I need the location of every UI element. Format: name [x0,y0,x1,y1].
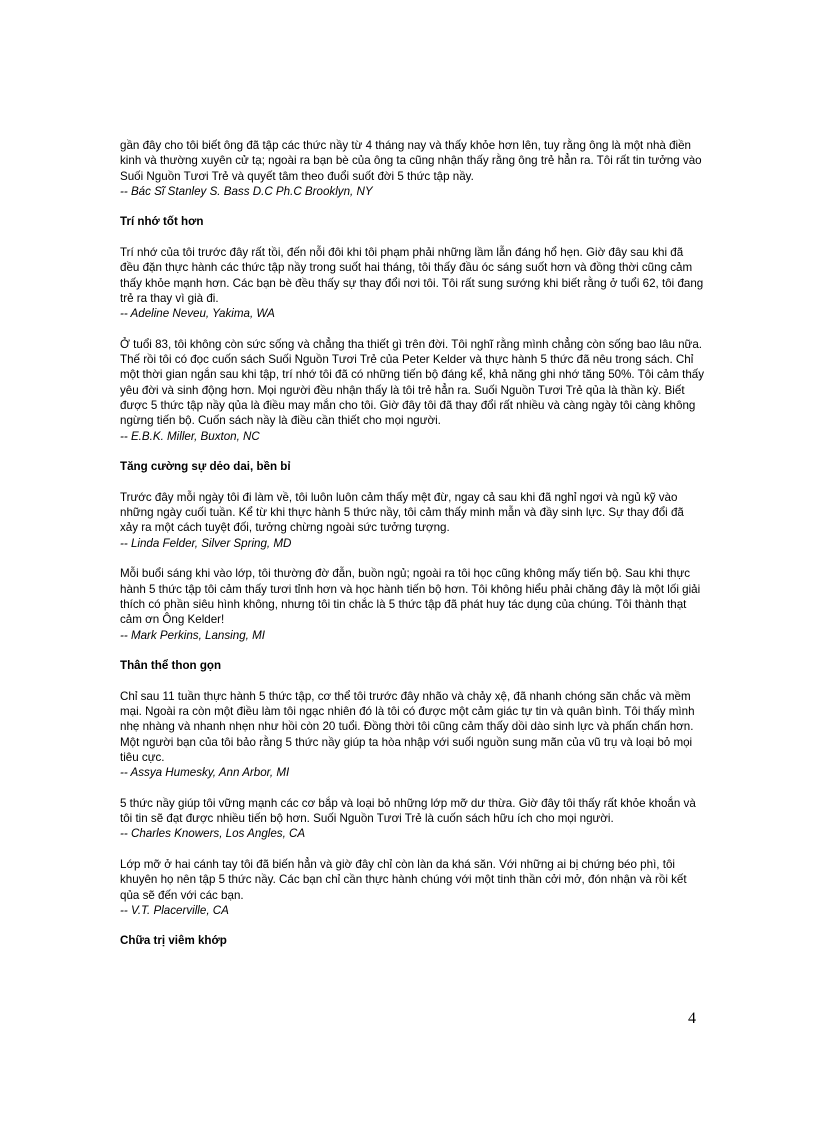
testimonial-text: Lớp mỡ ở hai cánh tay tôi đã biến hẳn và giờ đây chỉ còn làn da khá săn. Với những ai bị chứng béo phì, tôi khuyên họ nên tập 5 thức nầy. Các bạn chỉ cần thực hành chúng với một tinh thần cởi mở, đón nhận và rồi kết qủa sẽ đến với các bạn. [120,857,687,902]
testimonial-paragraph [120,857,704,918]
testimonial-paragraph [120,796,704,842]
page-content [120,138,704,964]
testimonial-text: Ở tuổi 83, tôi không còn sức sống và chẳng tha thiết gì trên đời. Tôi nghĩ rằng mình chẳng còn sống bao lâu nữa. Thế rồi tôi có đọc cuốn sách Suối Nguồn Tươi Trẻ của Peter Kelder và thực hành 5 thức đã nêu trong sách. Chỉ một thời gian ngắn sau khi tập, trí nhớ tôi đã có những tiến bộ đáng kể, khả năng ghi nhớ tăng 50%. Tôi cảm thấy yêu đời và sinh động hơn. Mọi người đều nhận thấy là tôi trẻ hẳn ra. Suối Nguồn Tươi Trẻ qủa là thần kỳ. Biết được 5 thức tập nầy qủa là điều may mắn cho tôi. Giờ đây tôi đã thay đổi rất nhiều và càng ngày tôi càng không ngừng tiến bộ. Cuốn sách nầy là điều cần thiết cho mọi người. [120,337,705,428]
page-number: 4 [688,1010,696,1027]
testimonial-attribution: -- E.B.K. Miller, Buxton, NC [120,429,260,443]
testimonial-attribution: -- Adeline Neveu, Yakima, WA [120,307,275,321]
testimonial-text: Mỗi buổi sáng khi vào lớp, tôi thường đờ đẫn, buồn ngủ; ngoài ra tôi học cũng không mấy tiến bộ. Sau khi thực hành 5 thức tập tôi cảm thấy tươi tỉnh hơn và học hành tiến bộ hơn. Tôi không hiểu phải chăng đây là một lối giải thích có phần siêu hình không, nhưng tôi tin chắc là 5 thức tập đã phát huy tác dụng của chúng. Tôi thành thạt cảm ơn Ông Kelder! [120,567,701,627]
testimonial-attribution: -- V.T. Placerville, CA [120,903,229,917]
testimonial-attribution: -- Charles Knowers, Los Angles, CA [120,827,306,841]
testimonial-paragraph [120,566,704,642]
testimonial-attribution: -- Mark Perkins, Lansing, MI [120,628,265,642]
testimonial-attribution: -- Linda Felder, Silver Spring, MD [120,536,292,550]
testimonial-paragraph [120,138,704,199]
testimonial-text: Trước đây mỗi ngày tôi đi làm về, tôi luôn luôn cảm thấy mệt đừ, ngay cả sau khi đã nghỉ ngơi và ngủ kỹ vào những ngày cuối tuần. Kể từ khi thực hành 5 thức nầy, tôi cảm thấy minh mẫn và đầy sinh lực. Sự thay đổi đã xảy ra một cách tuyệt đối, tưởng chừng ngoài sức tưởng tượng. [120,490,684,535]
testimonial-text: gần đây cho tôi biết ông đã tập các thức nầy từ 4 tháng nay và thấy khỏe hơn lên, tuy rằng ông là một nhà điền kinh và thường xuyên cử tạ; ngoài ra bạn bè của ông ta cũng nhận thấy rằng ông trẻ hẳn ra. Tôi rất tin tưởng vào Suối Nguồn Tươi Trẻ và quyết tâm theo đuổi suốt đời 5 thức tập nầy. [120,139,702,183]
testimonial-paragraph [120,689,704,781]
section-heading-arthritis: Chữa trị viêm khớp [120,934,227,948]
testimonial-text: 5 thức nầy giúp tôi vững mạnh các cơ bắp và loại bỏ những lớp mỡ dư thừa. Giờ đây tôi thấy rất khỏe khoắn và tôi tin sẽ đạt được nhiều tiến bộ hơn. Suối Nguồn Tươi Trẻ là cuốn sách hữu ích cho mọi người. [120,796,696,826]
testimonial-paragraph [120,490,704,551]
section-heading-endurance: Tăng cường sự dẻo dai, bền bỉ [120,460,291,474]
testimonial-paragraph [120,245,704,321]
testimonial-attribution: -- Bác Sĩ Stanley S. Bass D.C Ph.C Brooklyn, NY [120,184,373,198]
testimonial-attribution: -- Assya Humesky, Ann Arbor, MI [120,766,290,780]
section-heading-memory: Trí nhớ tốt hơn [120,215,204,229]
testimonial-paragraph [120,337,704,444]
section-heading-slim-body: Thân thể thon gọn [120,659,222,673]
testimonial-text: Chỉ sau 11 tuần thực hành 5 thức tập, cơ thể tôi trước đây nhão và chảy xệ, đã nhanh chóng săn chắc và mềm mại. Ngoài ra còn một điều làm tôi ngạc nhiên đó là tôi có được một cảm giác tự tin và quân bình. Tôi thấy mình nhẹ nhàng và nhanh nhẹn như hồi còn 20 tuổi. Đồng thời tôi cũng cảm thấy dồi dào sinh lực và phấn chấn hơn. Một người bạn của tôi bảo rằng 5 thức nầy giúp ta hòa nhập với suối nguồn sung mãn của vũ trụ và loại bỏ mọi tiêu cực. [120,689,695,764]
testimonial-text: Trí nhớ của tôi trước đây rất tồi, đến nỗi đôi khi tôi phạm phải những lầm lẫn đáng hổ hẹn. Giờ đây sau khi đã đều đặn thực hành các thức tập nầy trong suốt hai tháng, tôi thấy đầu óc sáng suốt hơn và đồng thời cũng cảm thấy khỏe mạnh hơn. Các bạn bè đều thấy sự thay đổi nơi tôi. Tôi rất sung sướng khi biết rằng ở tuổi 62, tôi đang trẻ ra thay vì già đi. [120,246,704,305]
